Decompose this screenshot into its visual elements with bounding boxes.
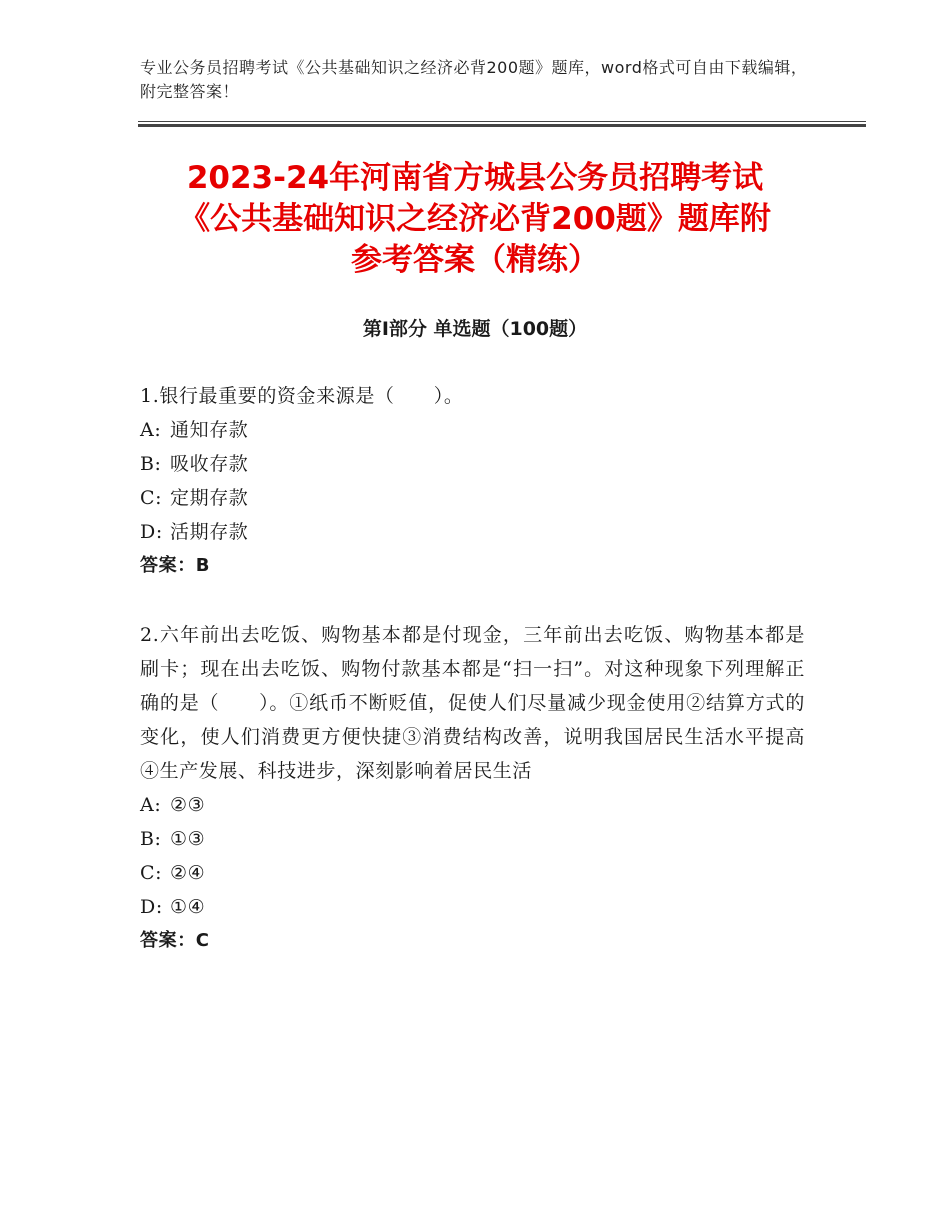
option-letter: D: (140, 521, 163, 543)
option-letter: B: (140, 453, 162, 475)
option-a (140, 788, 805, 822)
option-text: 活期存款 (170, 521, 249, 543)
question-stem: 2.六年前出去吃饭、购物基本都是付现金，三年前出去吃饭、购物基本都是刷卡；现在出去吃饭、购物付款基本都是“扫一扫”。对这种现象下列理解正确的是（ ）。①纸币不断贬值，促使人们尽量减少现金使用②结算方式的变化，使人们消费更方便快捷③消费结构改善，说明我国居民生活水平提高④生产发展、科技进步，深刻影响着居民生活 (140, 624, 805, 782)
option-d (140, 515, 805, 549)
question-1 (140, 379, 805, 583)
answer-text: 答案：B (140, 555, 211, 576)
question-2 (140, 618, 805, 958)
option-c (140, 856, 805, 890)
question-stem: 1.银行最重要的资金来源是（ ）。 (140, 385, 464, 407)
option-text: 通知存款 (170, 419, 249, 441)
option-b (140, 447, 805, 481)
option-text: ①④ (170, 896, 206, 918)
option-letter: B: (140, 828, 162, 850)
option-letter: A: (140, 419, 162, 441)
answer-text: 答案：C (140, 930, 210, 951)
title-line-3: 参考答案（精练） (351, 242, 599, 278)
option-a (140, 413, 805, 447)
header-divider-thick (138, 124, 866, 127)
option-letter: C: (140, 862, 163, 884)
header-divider-thin (138, 121, 866, 122)
option-text: 定期存款 (170, 487, 249, 509)
option-text: 吸收存款 (170, 453, 249, 475)
option-letter: C: (140, 487, 163, 509)
header-note: 专业公务员招聘考试《公共基础知识之经济必背200题》题库，word格式可自由下载编辑，附完整答案！ (140, 58, 808, 101)
option-text: ②③ (170, 794, 206, 816)
option-text: ②④ (170, 862, 206, 884)
document-title (140, 158, 810, 281)
option-c (140, 481, 805, 515)
title-line-2: 《公共基础知识之经济必背200题》题库附 (179, 201, 771, 237)
option-text: ①③ (170, 828, 206, 850)
option-letter: A: (140, 794, 162, 816)
option-letter: D: (140, 896, 163, 918)
title-line-1: 2023-24年河南省方城县公务员招聘考试 (186, 160, 764, 196)
option-d (140, 890, 805, 924)
option-b (140, 822, 805, 856)
section-heading: 第Ⅰ部分 单选题（100题） (362, 318, 588, 340)
